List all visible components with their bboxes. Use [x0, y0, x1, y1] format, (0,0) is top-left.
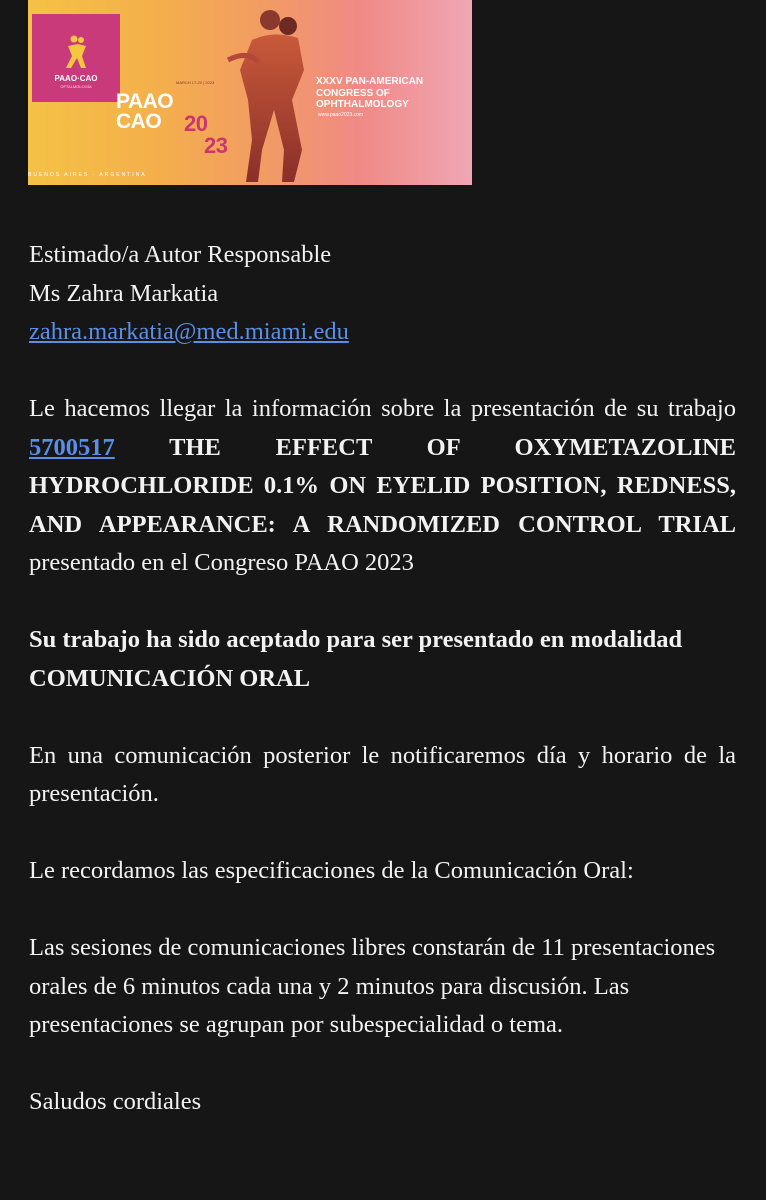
congress-title: XXXV PAN-AMERICAN CONGRESS OF OPHTHALMOLOGY	[316, 76, 424, 110]
acceptance-text: Su trabajo ha sido aceptado para ser presentado en modalidad COMUNICACIÓN ORAL	[29, 626, 683, 692]
banner-footer-strip: BUENOS AIRES · ARGENTINA	[28, 172, 147, 178]
recipient-name: Ms Zahra Markatia	[29, 279, 219, 307]
intro-text: Le hacemos llegar la información sobre la presentación de su trabajo	[29, 395, 736, 422]
dancers-illustration	[218, 0, 328, 185]
wordmark-paao: PAAO	[116, 90, 174, 113]
wordmark-year-top: 20	[184, 111, 208, 136]
recipient-email-link[interactable]: zahra.markatia@med.miami.edu	[29, 318, 349, 345]
congress-banner	[28, 0, 472, 185]
logo-text: PAAO·CAO	[54, 74, 98, 83]
intro-suffix: presentado en el Congreso PAAO 2023	[29, 549, 414, 576]
reminder-paragraph: Le recordamos las especificaciones de la Comunicación Oral:	[29, 857, 634, 884]
sessions-paragraph: Las sesiones de comunicaciones libres constarán de 11 presentaciones orales de 6 minutos cada una y 2 minutos para discusión. Las presentaciones se agrupan por subespecialidad o tema.	[29, 934, 716, 1038]
congress-website: www.paao2023.com	[318, 112, 364, 118]
closing: Saludos cordiales	[29, 1088, 202, 1115]
wordmark-cao: CAO	[116, 110, 162, 133]
intro-paragraph	[29, 390, 736, 583]
acceptance-notice	[29, 621, 736, 698]
logo-subtext: OFTALMOLOGÍA	[60, 84, 92, 89]
salutation: Estimado/a Autor Responsable	[29, 241, 332, 268]
work-title: THE EFFECT OF OXYMETAZOLINE HYDROCHLORIDE 0.1% ON EYELID POSITION, REDNESS, AND APPEARANCE: A RANDOMIZED CONTROL TRIAL	[29, 433, 736, 538]
work-id-link[interactable]: 5700517	[29, 433, 115, 461]
notification-paragraph: En una comunicación posterior le notificaremos día y horario de la presentación.	[29, 741, 736, 807]
email-body	[29, 236, 736, 1122]
paao-cao-logo	[32, 14, 120, 102]
wordmark-year-bottom: 23	[204, 133, 228, 158]
paao-2023-wordmark	[116, 90, 228, 158]
tango-dancers-icon	[62, 34, 92, 70]
congress-dates: MARCH 17-20 | 2023	[176, 80, 215, 85]
